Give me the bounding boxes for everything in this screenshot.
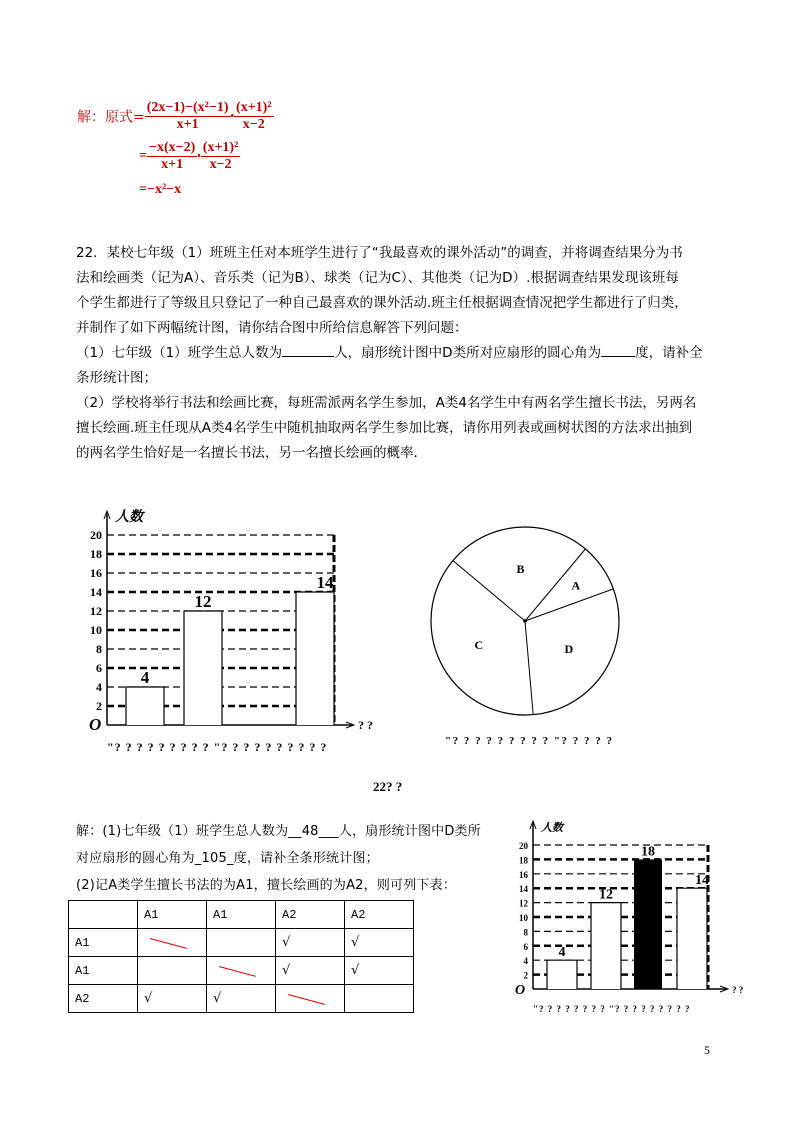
table-row <box>69 957 414 985</box>
table-cell <box>138 985 207 1013</box>
y-tick-label: 8 <box>96 642 102 656</box>
answer-line-2 <box>76 845 506 872</box>
bar-b <box>591 903 621 989</box>
table-header-cell: A2 <box>345 901 414 929</box>
bar-data-label: 12 <box>599 887 613 903</box>
q1-text: 度，请补全 <box>635 345 703 361</box>
figure-caption: 22? ? <box>373 779 403 794</box>
y-tick-label: 14 <box>90 585 102 599</box>
table-header-row <box>69 901 414 929</box>
question-2-line: （2）学校将举行书法和绘画比赛，每班需派两名学生参加，A类4名学生中有两名学生擅长书法，另两名 <box>76 395 697 411</box>
q1-text: （1）七年级（1）班学生总人数为 <box>76 345 283 361</box>
denominator: x−2 <box>209 157 232 172</box>
numerator: (2x−1)−(x²−1) <box>146 100 229 115</box>
y-tick-label: 20 <box>90 528 102 542</box>
table-cell <box>207 929 276 957</box>
table-header-cell: A2 <box>276 901 345 929</box>
table-row-label: A1 <box>69 957 138 985</box>
check-icon: √ <box>282 963 291 978</box>
y-tick-label: 14 <box>519 884 528 895</box>
bar-data-label: 4 <box>558 945 566 961</box>
table-cell <box>276 957 345 985</box>
answer-total: 48 <box>301 824 319 839</box>
pie-caption-row: "? ? ? ? ? ? ? ? ? "? ? ? ? ? <box>445 735 614 747</box>
table-row <box>69 985 414 1013</box>
x-axis-label: ? ? <box>732 985 744 995</box>
answer-text-part: 解：(1)七年级（1）班学生总人数为__ <box>76 824 302 839</box>
problem-line: 并制作了如下两幅统计图，请你结合图中所给信息解答下列问题： <box>76 320 468 336</box>
pie-slice-label-d: D <box>564 641 574 656</box>
question-2-line: 擅长绘画.班主任现从A类4名学生中随机抽取两名学生参加比赛，请你用列表或画树状图的方法求出抽到 <box>76 420 693 436</box>
table-cell <box>345 957 414 985</box>
pie-slice-label-a: A <box>571 578 581 593</box>
answer-text-part: 对应扇形的圆心角为_ <box>76 851 202 866</box>
q1-text: 人，扇形统计图中D类所对应扇形的圆心角为 <box>334 345 602 361</box>
check-icon: √ <box>282 935 291 950</box>
question-1-cont: 条形统计图； <box>76 370 157 386</box>
strike-line-icon <box>288 994 325 1005</box>
bar-data-label: 14 <box>316 573 334 592</box>
numerator: (x+1)² <box>236 100 272 115</box>
check-icon: √ <box>351 935 360 950</box>
y-tick-label: 6 <box>523 941 528 952</box>
y-tick-label: 20 <box>519 841 528 851</box>
bar-data-label: 4 <box>140 668 150 687</box>
bar-d <box>677 888 707 989</box>
x-category-labels: "? ? ? ? ? ? ? ? "? ? ? ? ? ? ? ? ? <box>533 1004 691 1014</box>
bar-c <box>634 859 662 989</box>
table-cell <box>207 985 276 1013</box>
y-tick-label: 16 <box>519 869 528 880</box>
solution-prefix: 解：原式= <box>77 109 145 126</box>
bar-data-label: 12 <box>194 592 212 611</box>
problem-line: 22．某校七年级（1）班班主任对本班学生进行了“我最喜欢的课外活动”的调查，并将调查结果分为书 <box>76 245 683 261</box>
y-tick-label: 18 <box>519 855 528 866</box>
multiply-dot: • <box>197 151 201 162</box>
table-row-label: A1 <box>69 929 138 957</box>
y-tick-label: 10 <box>519 913 528 923</box>
check-icon: √ <box>213 991 222 1006</box>
denominator: x+1 <box>176 117 199 132</box>
numerator: −x(x−2) <box>148 140 196 155</box>
denominator: x+1 <box>161 157 184 172</box>
table-cell <box>276 929 345 957</box>
multiply-dot: • <box>230 111 235 122</box>
x-category-labels: "? ? ? ? ? ? ? ? ? "? ? ? ? ? ? ? ? ? ? <box>107 740 328 754</box>
bar-data-label: 14 <box>695 873 709 889</box>
strike-line-icon <box>219 966 256 977</box>
denominator: x−2 <box>242 117 265 132</box>
table-row <box>69 929 414 957</box>
y-tick-label: 8 <box>523 927 528 938</box>
x-axis-label: ? ? <box>358 718 373 732</box>
y-axis-label: 人数 <box>115 510 143 525</box>
strike-line-icon <box>150 938 187 949</box>
answer-line-1 <box>76 818 506 845</box>
pie-slice-label-b: B <box>516 562 525 577</box>
y-tick-label: 6 <box>96 661 102 675</box>
equals-sign: = <box>139 148 147 164</box>
table-header-cell: A1 <box>207 901 276 929</box>
question-2-line: 的两名学生恰好是一名擅长书法，另一名擅长绘画的概率. <box>76 445 418 461</box>
y-axis-label: 人数 <box>541 822 563 834</box>
answer-text-part: ___人，扇形统计图中D类所 <box>318 824 481 839</box>
answer-line-3: (2)记A类学生擅长书法的为A1，擅长绘画的为A2，则可列下表： <box>76 878 457 893</box>
solution-result: =−x²−x <box>139 182 182 197</box>
y-tick-label: 4 <box>523 956 528 967</box>
y-tick-label: 18 <box>90 547 102 561</box>
table-row-label: A2 <box>69 985 138 1013</box>
table-header-cell <box>69 901 138 929</box>
y-tick-label: 12 <box>90 604 102 618</box>
y-tick-label: 2 <box>96 699 102 713</box>
pie-slice-label-c: C <box>474 638 484 653</box>
table-cell <box>138 957 207 985</box>
outcome-table <box>68 900 414 1013</box>
table-cell <box>207 957 276 985</box>
bar-data-label: 18 <box>641 844 655 860</box>
check-icon: √ <box>351 963 360 978</box>
problem-line: 法和绘画类（记为A）、音乐类（记为B）、球类（记为C）、其他类（记为D）.根据调查结果发现该班每 <box>76 270 679 286</box>
table-cell <box>276 985 345 1013</box>
problem-line: 个学生都进行了等级且只登记了一种自己最喜欢的课外活动.班主任根据调查情况把学生都进行了归类， <box>76 295 688 311</box>
origin-label: O <box>89 715 102 734</box>
origin-label: O <box>515 983 526 998</box>
table-cell <box>345 985 414 1013</box>
page-number: 5 <box>704 1043 710 1057</box>
answer-text-part: _度，请补全条形统计图； <box>226 851 379 866</box>
numerator: (x+1)² <box>202 140 239 155</box>
y-tick-label: 2 <box>523 970 528 981</box>
answer-text <box>76 818 506 899</box>
bar-a <box>547 960 577 989</box>
y-tick-label: 4 <box>96 680 102 694</box>
table-cell <box>345 929 414 957</box>
y-tick-label: 10 <box>90 623 102 637</box>
table-header-cell: A1 <box>138 901 207 929</box>
y-tick-label: 16 <box>90 566 102 580</box>
answer-angle: 105 <box>201 851 227 866</box>
y-tick-label: 12 <box>519 898 528 909</box>
table-cell <box>138 929 207 957</box>
check-icon: √ <box>144 991 153 1006</box>
